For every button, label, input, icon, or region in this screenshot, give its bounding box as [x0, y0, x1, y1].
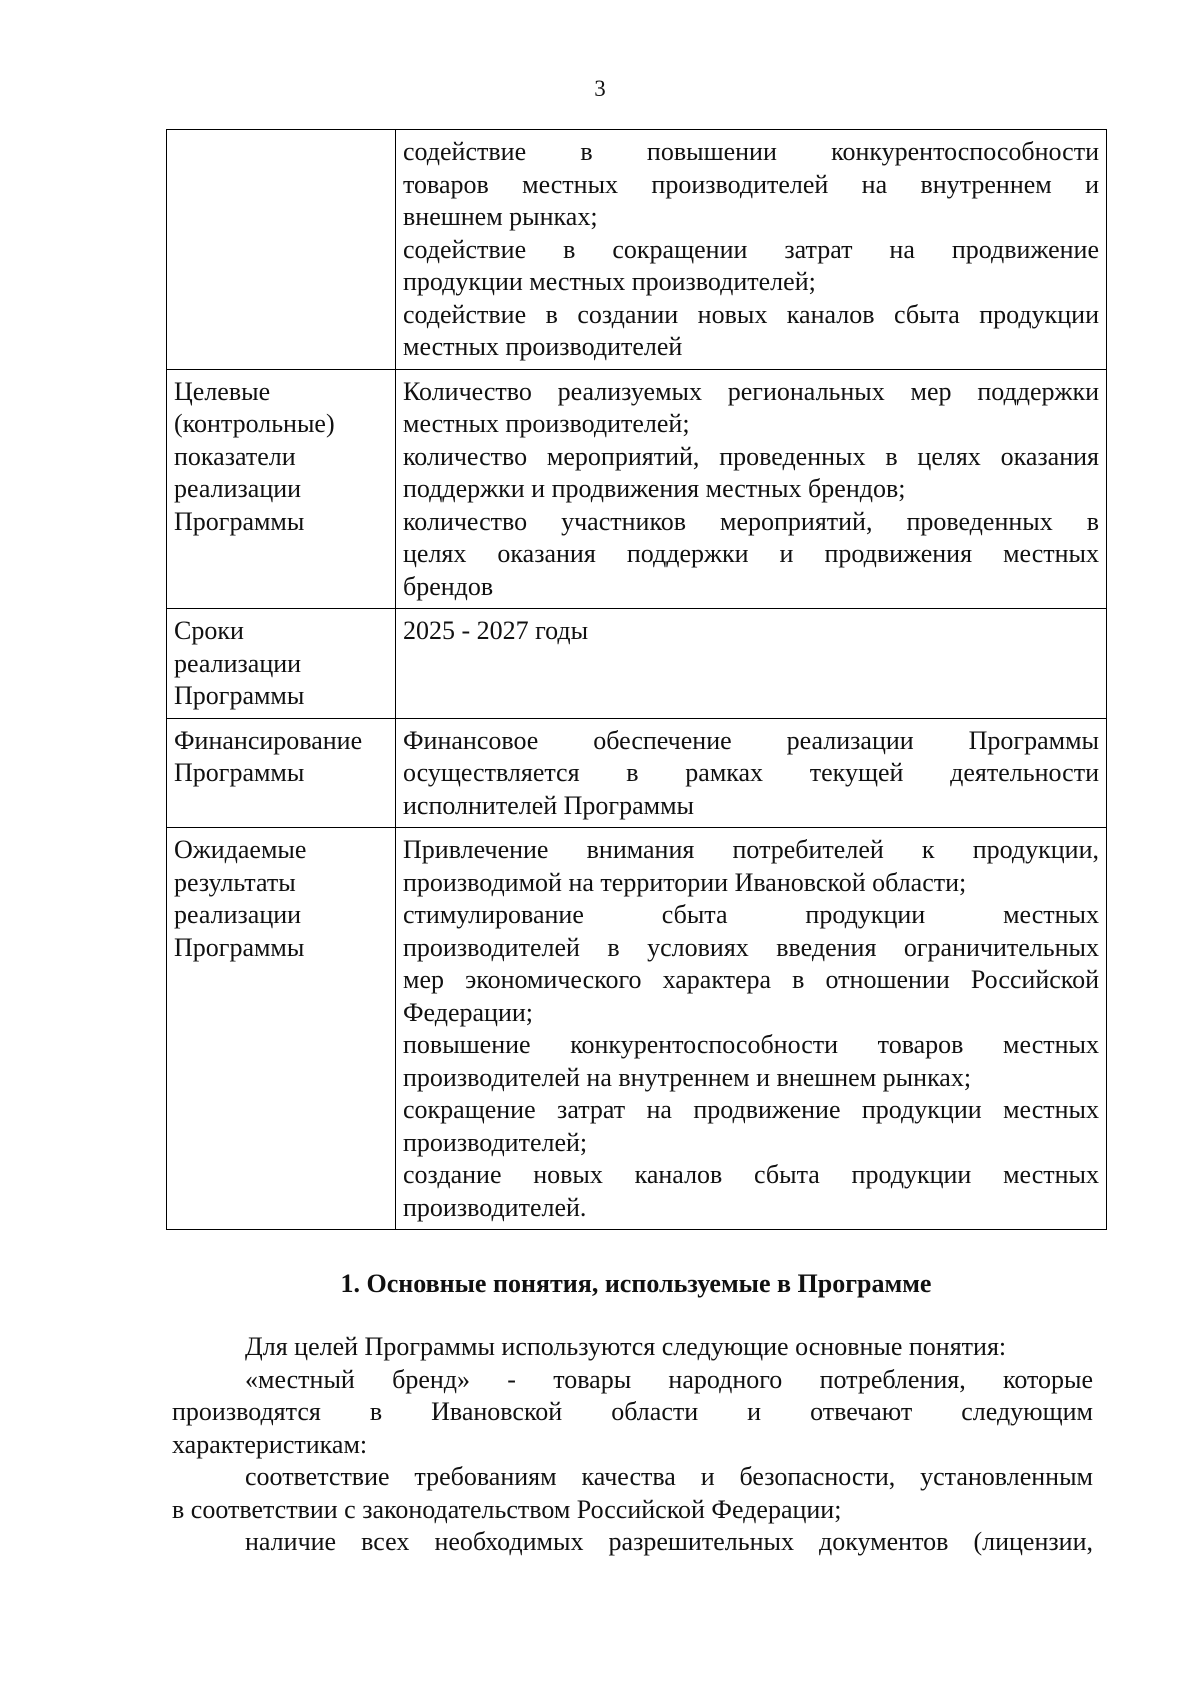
- label-line: реализации: [174, 648, 302, 678]
- value-line: Привлечение внимания потребителей к продукции,: [403, 835, 1099, 864]
- value-line: исполнителей Программы: [403, 790, 695, 820]
- value-line: производимой на территории Ивановской области;: [403, 867, 967, 897]
- section-body: [172, 1331, 1093, 1559]
- table-row: [167, 718, 1107, 828]
- body-line: «местный бренд» - товары народного потребления, которые: [245, 1364, 1093, 1394]
- label-line: Программы: [174, 758, 305, 787]
- table-row: [167, 828, 1107, 1230]
- value-line: Федерации;: [403, 997, 534, 1027]
- value-line: товаров местных производителей на внутреннем и: [403, 169, 1099, 199]
- row-value-cell: [396, 609, 1107, 719]
- table-row: [167, 130, 1107, 370]
- value-line: количество мероприятий, проведенных в целях оказания: [403, 441, 1099, 471]
- body-line: соответствие требованиям качества и безопасности, установленным: [245, 1462, 1093, 1491]
- value-line: производителей.: [403, 1192, 587, 1222]
- body-line: в соответствии с законодательством Российской Федерации;: [172, 1494, 842, 1524]
- label-line: Сроки: [174, 616, 244, 645]
- value-line: осуществляется в рамках текущей деятельности: [403, 758, 1099, 787]
- label-line: Целевые: [174, 376, 271, 406]
- row-label-cell: [167, 369, 396, 609]
- value-line: местных производителей;: [403, 409, 690, 438]
- label-line: Программы: [174, 932, 305, 962]
- label-line: Ожидаемые: [174, 835, 307, 864]
- value-line: местных производителей: [403, 332, 683, 361]
- body-line: Для целей Программы используются следующие основные понятия:: [245, 1332, 1007, 1361]
- body-line: наличие всех необходимых разрешительных документов (лицензии,: [245, 1527, 1093, 1556]
- row-label-cell: [167, 718, 396, 828]
- page-number: 3: [594, 76, 606, 101]
- label-line: Программы: [174, 681, 305, 710]
- value-line: создание новых каналов сбыта продукции местных: [403, 1160, 1099, 1189]
- value-line: содействие в повышении конкурентоспособности: [403, 137, 1099, 166]
- value-line: содействие в сокращении затрат на продвижение: [403, 234, 1099, 264]
- value-line: стимулирование сбыта продукции местных: [403, 900, 1099, 929]
- table-row: [167, 369, 1107, 609]
- row-label-cell: [167, 609, 396, 719]
- body-line: характеристикам:: [172, 1429, 368, 1459]
- value-line: производителей;: [403, 1127, 588, 1157]
- value-line: сокращение затрат на продвижение продукции местных: [403, 1095, 1099, 1124]
- table-row: [167, 609, 1107, 719]
- row-label-cell: [167, 130, 396, 370]
- label-line: реализации: [174, 900, 302, 929]
- body-line: производятся в Ивановской области и отвечают следующим: [172, 1397, 1093, 1426]
- value-line: повышение конкурентоспособности товаров местных: [403, 1030, 1099, 1059]
- label-line: (контрольные): [174, 409, 335, 438]
- label-line: результаты: [174, 867, 296, 897]
- row-value-cell: [396, 828, 1107, 1230]
- value-line: количество участников мероприятий, проведенных в: [403, 506, 1099, 536]
- value-line: брендов: [403, 571, 494, 601]
- value-line: производителей на внутреннем и внешнем рынках;: [403, 1062, 972, 1092]
- value-line: 2025 - 2027 годы: [403, 616, 589, 645]
- value-line: поддержки и продвижения местных брендов;: [403, 474, 906, 503]
- value-line: Количество реализуемых региональных мер поддержки: [403, 376, 1099, 406]
- value-line: продукции местных производителей;: [403, 267, 816, 296]
- program-passport-table: [166, 129, 1107, 1230]
- label-line: Финансирование: [174, 725, 363, 755]
- value-line: производителей в условиях введения ограничительных: [403, 932, 1099, 962]
- section-heading: 1. Основные понятия, используемые в Программе: [340, 1269, 932, 1298]
- row-value-cell: [396, 369, 1107, 609]
- value-line: внешнем рынках;: [403, 202, 598, 231]
- label-line: реализации: [174, 474, 302, 503]
- row-value-cell: [396, 130, 1107, 370]
- value-line: Финансовое обеспечение реализации Программы: [403, 725, 1099, 755]
- label-line: показатели: [174, 441, 296, 471]
- label-line: Программы: [174, 506, 305, 536]
- value-line: целях оказания поддержки и продвижения местных: [403, 539, 1099, 568]
- row-label-cell: [167, 828, 396, 1230]
- row-value-cell: [396, 718, 1107, 828]
- value-line: содействие в создании новых каналов сбыта продукции: [403, 299, 1099, 329]
- value-line: мер экономического характера в отношении Российской: [403, 965, 1099, 994]
